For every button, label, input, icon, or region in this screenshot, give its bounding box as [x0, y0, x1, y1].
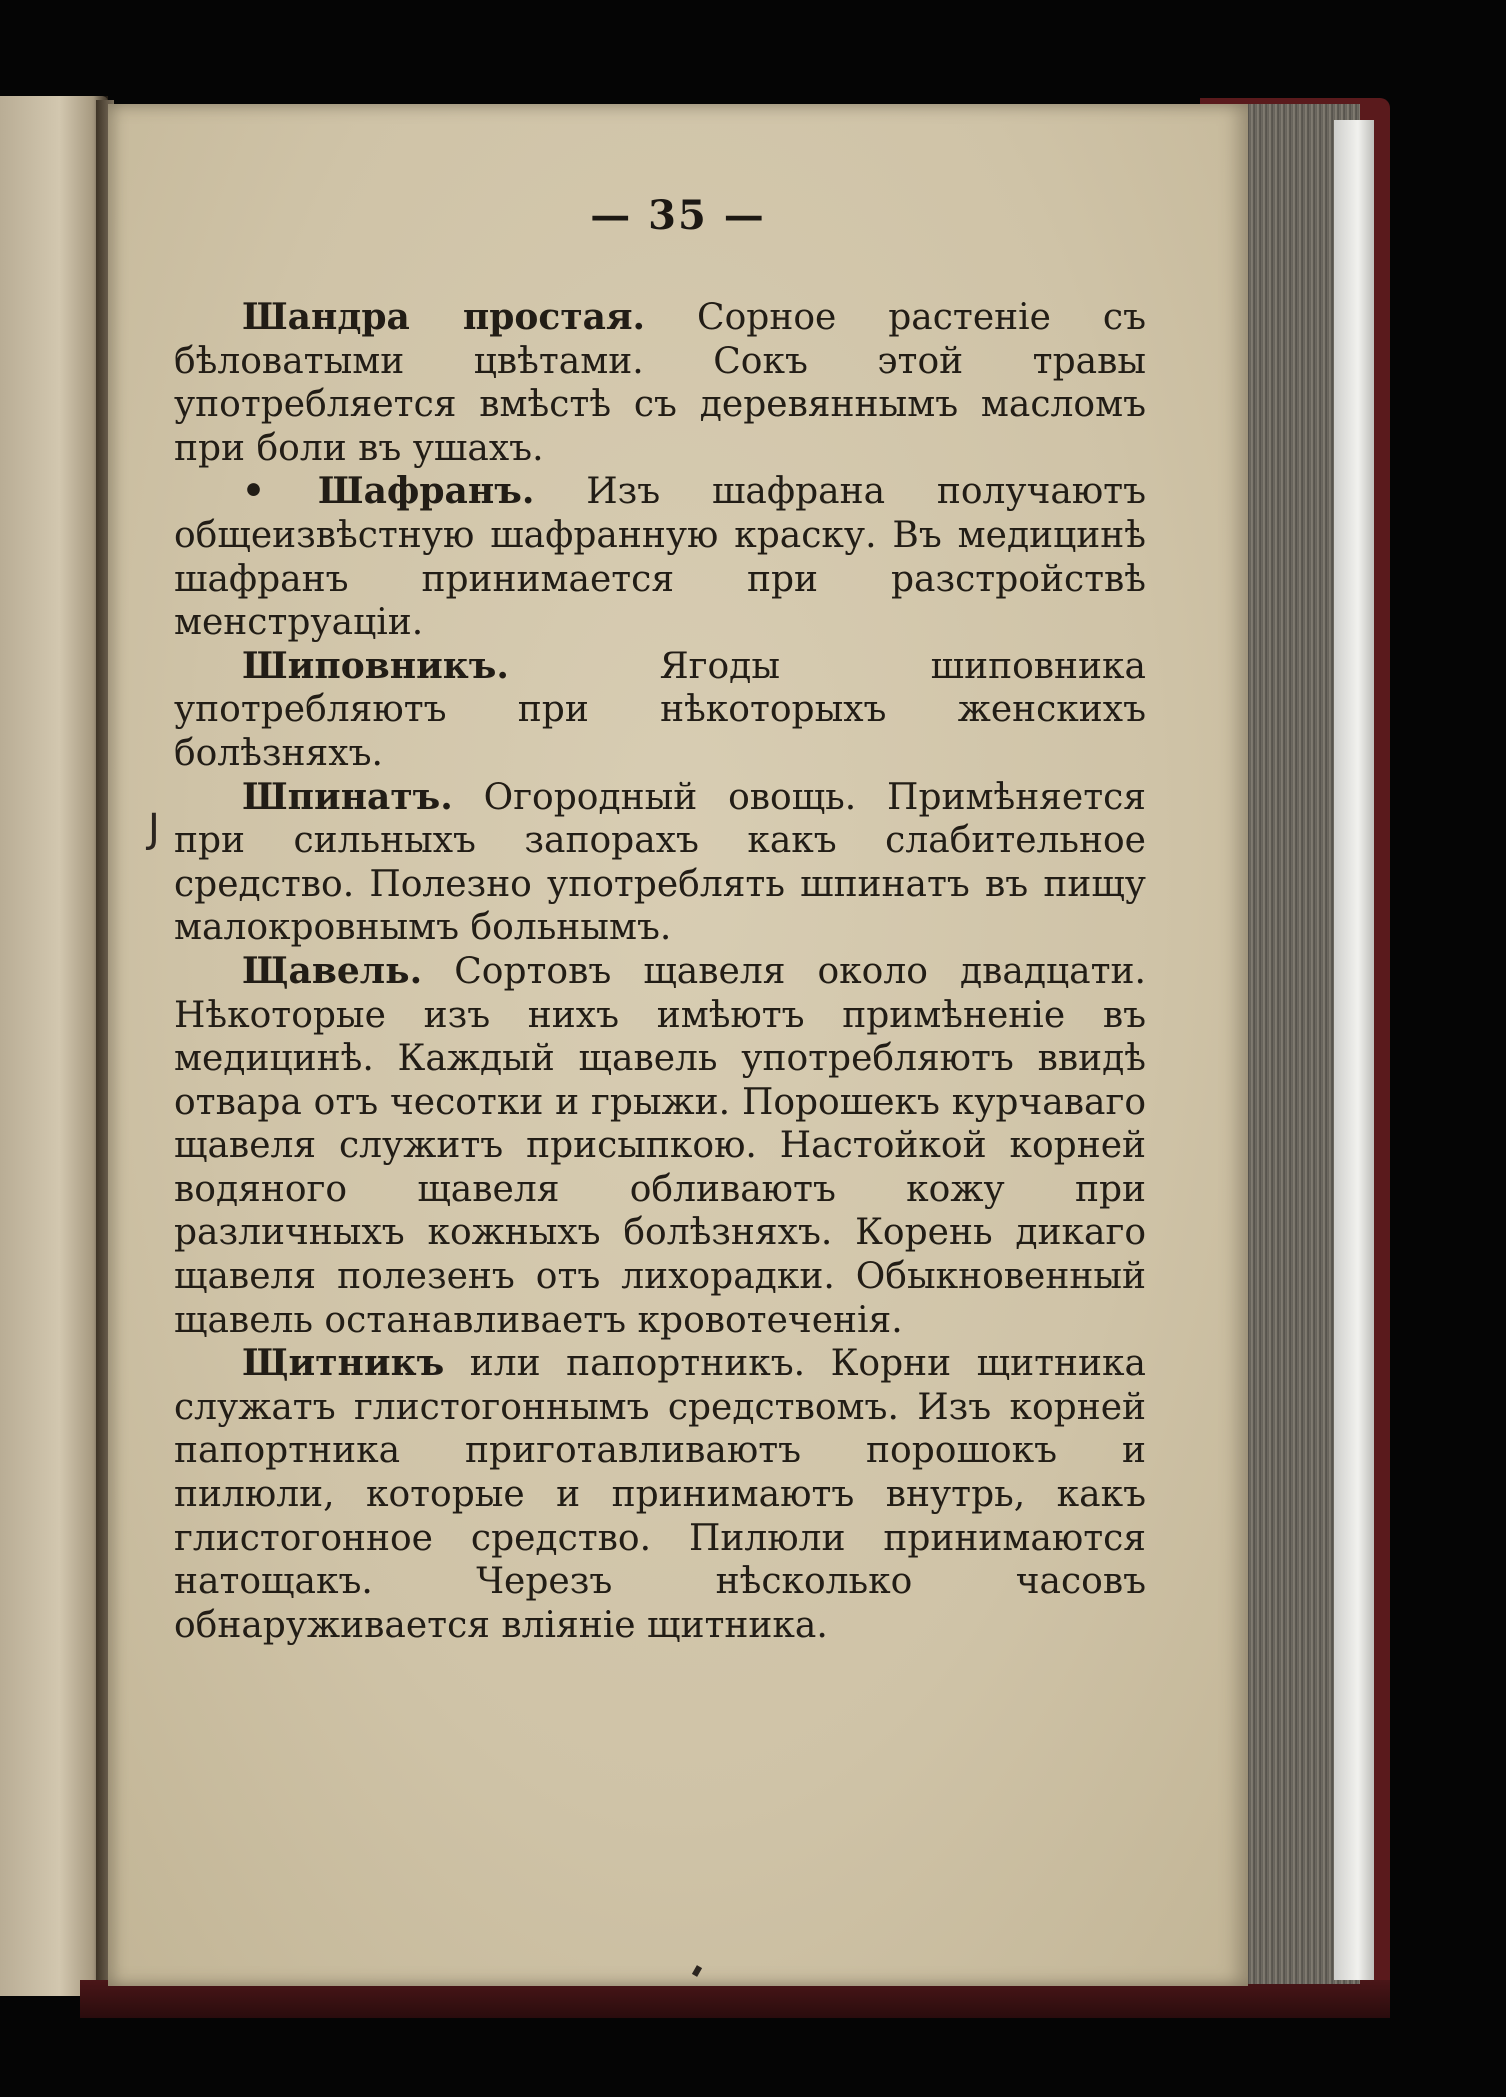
- entry-text: Огородный овощь. Примѣняется при сильныхъ запорахъ какъ слабительное средство. Полезно употреблять шпинатъ въ пищу малокровнымъ больнымъ.: [174, 776, 1146, 949]
- entry-shpinat: [174, 776, 1146, 950]
- entry-term: Щавель.: [242, 949, 423, 992]
- entry-shchitnik: [174, 1342, 1146, 1647]
- ink-speck: [692, 1965, 702, 1977]
- entry-shchavel: [174, 950, 1146, 1342]
- entry-term: Шпинатъ.: [242, 775, 453, 818]
- entry-shipovnik: [174, 645, 1146, 776]
- entry-text: или папортникъ. Корни щитника служатъ глистогоннымъ средствомъ. Изъ корней папортника приготавливаютъ порошокъ и пилюли, которые и принимаютъ внутрь, какъ глистогонное средство. Пилюли принимаются натощакъ. Черезъ нѣсколько часовъ обнаруживается влiянiе щитника.: [174, 1343, 1146, 1646]
- entry-term: Шандра простая.: [242, 296, 646, 338]
- page-number: — 35 —: [590, 192, 766, 239]
- entry-text: Ягоды шиповника употребляютъ при нѣкоторыхъ женскихъ болѣзняхъ.: [174, 645, 1146, 774]
- entry-text: Изъ шафрана получаютъ общеизвѣстную шафранную краску. Въ медицинѣ шафранъ принимается при разстройствѣ менструацiи.: [174, 471, 1147, 644]
- pencil-margin-mark: J: [148, 806, 160, 852]
- book-page: [108, 104, 1248, 1986]
- page-block-light-edge: [1334, 120, 1374, 1980]
- entry-text: Сорное растенiе съ бѣловатыми цвѣтами. Сокъ этой травы употребляется вмѣстѣ съ деревяннымъ масломъ при боли въ ушахъ.: [174, 297, 1146, 469]
- page-text: [174, 296, 1146, 1647]
- entry-term: • Шафранъ.: [242, 470, 535, 513]
- left-page-edge: [0, 96, 108, 1996]
- entry-shafran: [174, 470, 1146, 644]
- entry-term: Щитникъ: [242, 1342, 445, 1385]
- entry-shandra: [174, 296, 1146, 470]
- entry-term: Шиповникъ.: [242, 644, 509, 687]
- entry-text: Сортовъ щавеля около двадцати. Нѣкоторые изъ нихъ имѣютъ примѣненiе въ медицинѣ. Каждый щавель употребляютъ ввидѣ отвара отъ чесотки и грыжи. Порошекъ курчаваго щавеля служитъ присыпкою. Настойкой корней водяного щавеля обливаютъ кожу при различныхъ кожныхъ болѣзняхъ. Корень дикаго щавеля полезенъ отъ лихорадки. Обыкновенный щавель останавливаетъ кровотеченiя.: [174, 950, 1146, 1341]
